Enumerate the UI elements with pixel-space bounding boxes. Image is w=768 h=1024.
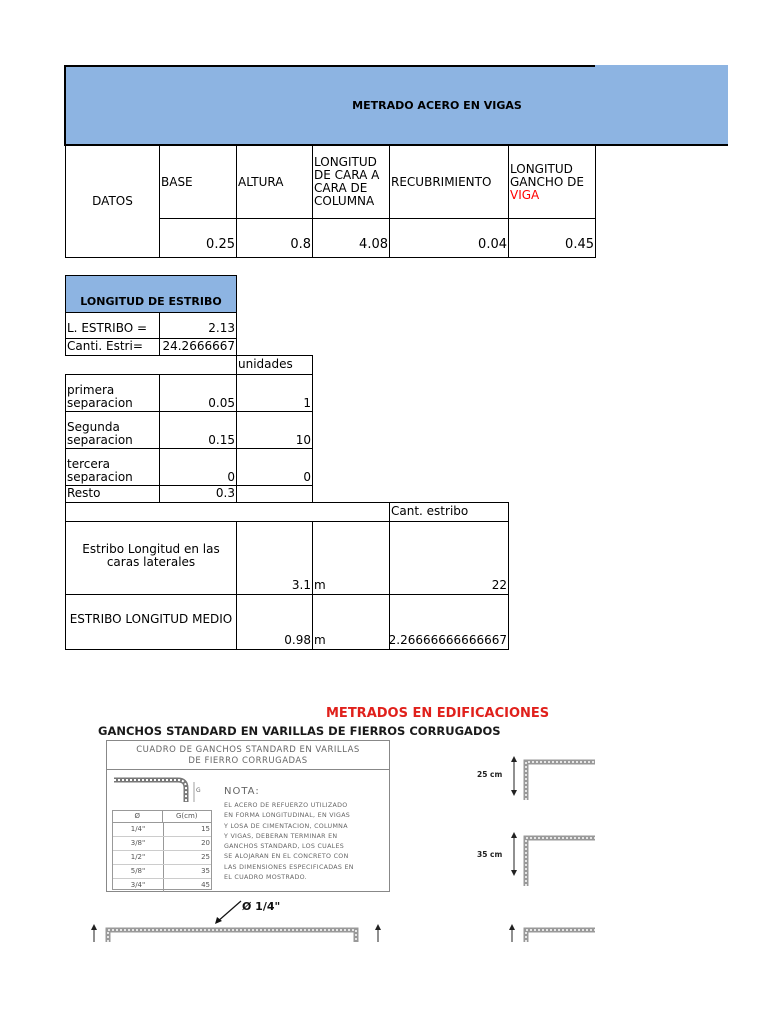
- phi-row: 1/4" 15: [113, 823, 211, 837]
- value-altura: 0.8: [236, 218, 313, 258]
- g-col-header: G(cm): [175, 812, 198, 820]
- lateral-unit: m: [312, 521, 390, 595]
- value-recubrimiento: 0.04: [389, 218, 509, 258]
- sep-row-3-value: 0: [159, 448, 237, 486]
- cant-estribo-label: Cant. estribo: [389, 502, 509, 522]
- value-base: 0.25: [159, 218, 237, 258]
- resto-label: Resto: [65, 485, 160, 503]
- resto-empty: [236, 485, 313, 503]
- header-altura: ALTURA: [236, 145, 313, 219]
- bottom-bar-diagram: [66, 920, 595, 942]
- lateral-cant: 22: [389, 521, 509, 595]
- medio-value: 0.98: [236, 594, 313, 650]
- sep-row-2-label: Segunda separacion: [65, 411, 160, 449]
- canti-value: 24.2666667: [159, 338, 237, 356]
- gancho-box-title-2: DE FIERRO CORRUGADAS: [188, 756, 308, 766]
- sep-row-3-units: 0: [236, 448, 313, 486]
- cant-header-empty: [65, 502, 390, 522]
- datos-label: DATOS: [65, 145, 160, 258]
- header-gancho: [508, 145, 596, 219]
- header-gancho-text: LONGITUD GANCHO DE VIGA: [510, 161, 584, 202]
- sep-row-1-label: primera separacion: [65, 374, 160, 412]
- hook-diagram-icon: [112, 774, 212, 810]
- phi-row: 3/8" 20: [113, 837, 211, 851]
- dim-35-label: 35 cm: [477, 850, 503, 859]
- sep-row-1-value: 0.05: [159, 374, 237, 412]
- estribo-title: LONGITUD DE ESTRIBO: [65, 275, 237, 313]
- header-recubrimiento: RECUBRIMIENTO: [389, 145, 509, 219]
- resto-value: 0.3: [159, 485, 237, 503]
- figure-header-red: METRADOS EN EDIFICACIONES: [326, 706, 550, 721]
- nota-title: NOTA:: [224, 786, 260, 797]
- hook-35-diagram: [506, 826, 595, 896]
- lateral-label: Estribo Longitud en las caras laterales: [65, 521, 237, 595]
- dim-25-label: 25 cm: [477, 770, 503, 779]
- canti-label: Canti. Estri=: [65, 338, 160, 356]
- medio-unit: m: [312, 594, 390, 650]
- sep-row-3-label: tercera separacion: [65, 448, 160, 486]
- hook-25-diagram: [506, 752, 595, 812]
- sep-row-2-value: 0.15: [159, 411, 237, 449]
- main-table-title: METRADO ACERO EN VIGAS: [64, 65, 728, 146]
- svg-text:G: G: [196, 787, 201, 794]
- phi-row: 5/8" 35: [113, 865, 211, 879]
- figure-header-black: GANCHOS STANDARD EN VARILLAS DE FIERROS CORRUGADOS: [98, 724, 501, 738]
- value-longitud-cara: 4.08: [312, 218, 390, 258]
- ganchos-figure: [66, 702, 595, 942]
- gancho-box-title-1: CUADRO DE GANCHOS STANDARD EN VARILLAS: [136, 745, 360, 755]
- phi-col-header: Ø: [113, 811, 163, 822]
- medio-label: ESTRIBO LONGITUD MEDIO: [65, 594, 237, 650]
- lateral-value: 3.1: [236, 521, 313, 595]
- l-estribo-label: L. ESTRIBO =: [65, 312, 160, 339]
- phi-table: [112, 810, 212, 890]
- title-top-border-cover: [595, 65, 728, 67]
- box-title-divider: [106, 769, 390, 770]
- sep-row-1-units: 1: [236, 374, 313, 412]
- header-longitud-cara: LONGITUD DE CARA A CARA DE COLUMNA: [312, 145, 390, 219]
- l-estribo-value: 2.13: [159, 312, 237, 339]
- sep-row-2-units: 10: [236, 411, 313, 449]
- nota-text: EL ACERO DE REFUERZO UTILIZADO EN FORMA LONGITUDINAL, EN VIGAS Y LOSA DE CIMENTACION, COLUMNA Y VIGAS, DEBERAN TERMINAR EN GANCHOS STANDARD, LOS CUALES SE ALOJARAN EN EL CONCRETO CON LAS DIMENSIONES ESPECIFICADAS EN EL CUADRO MOSTRADO.: [224, 802, 354, 882]
- phi-row: 1/2" 25: [113, 851, 211, 865]
- unidades-label: unidades: [236, 355, 313, 375]
- value-gancho: 0.45: [508, 218, 596, 258]
- phi-quarter-label: Ø 1/4": [242, 900, 281, 913]
- header-base: BASE: [159, 145, 237, 219]
- phi-row: 3/4" 45: [113, 879, 211, 892]
- medio-cant: 2.26666666666667: [389, 594, 509, 650]
